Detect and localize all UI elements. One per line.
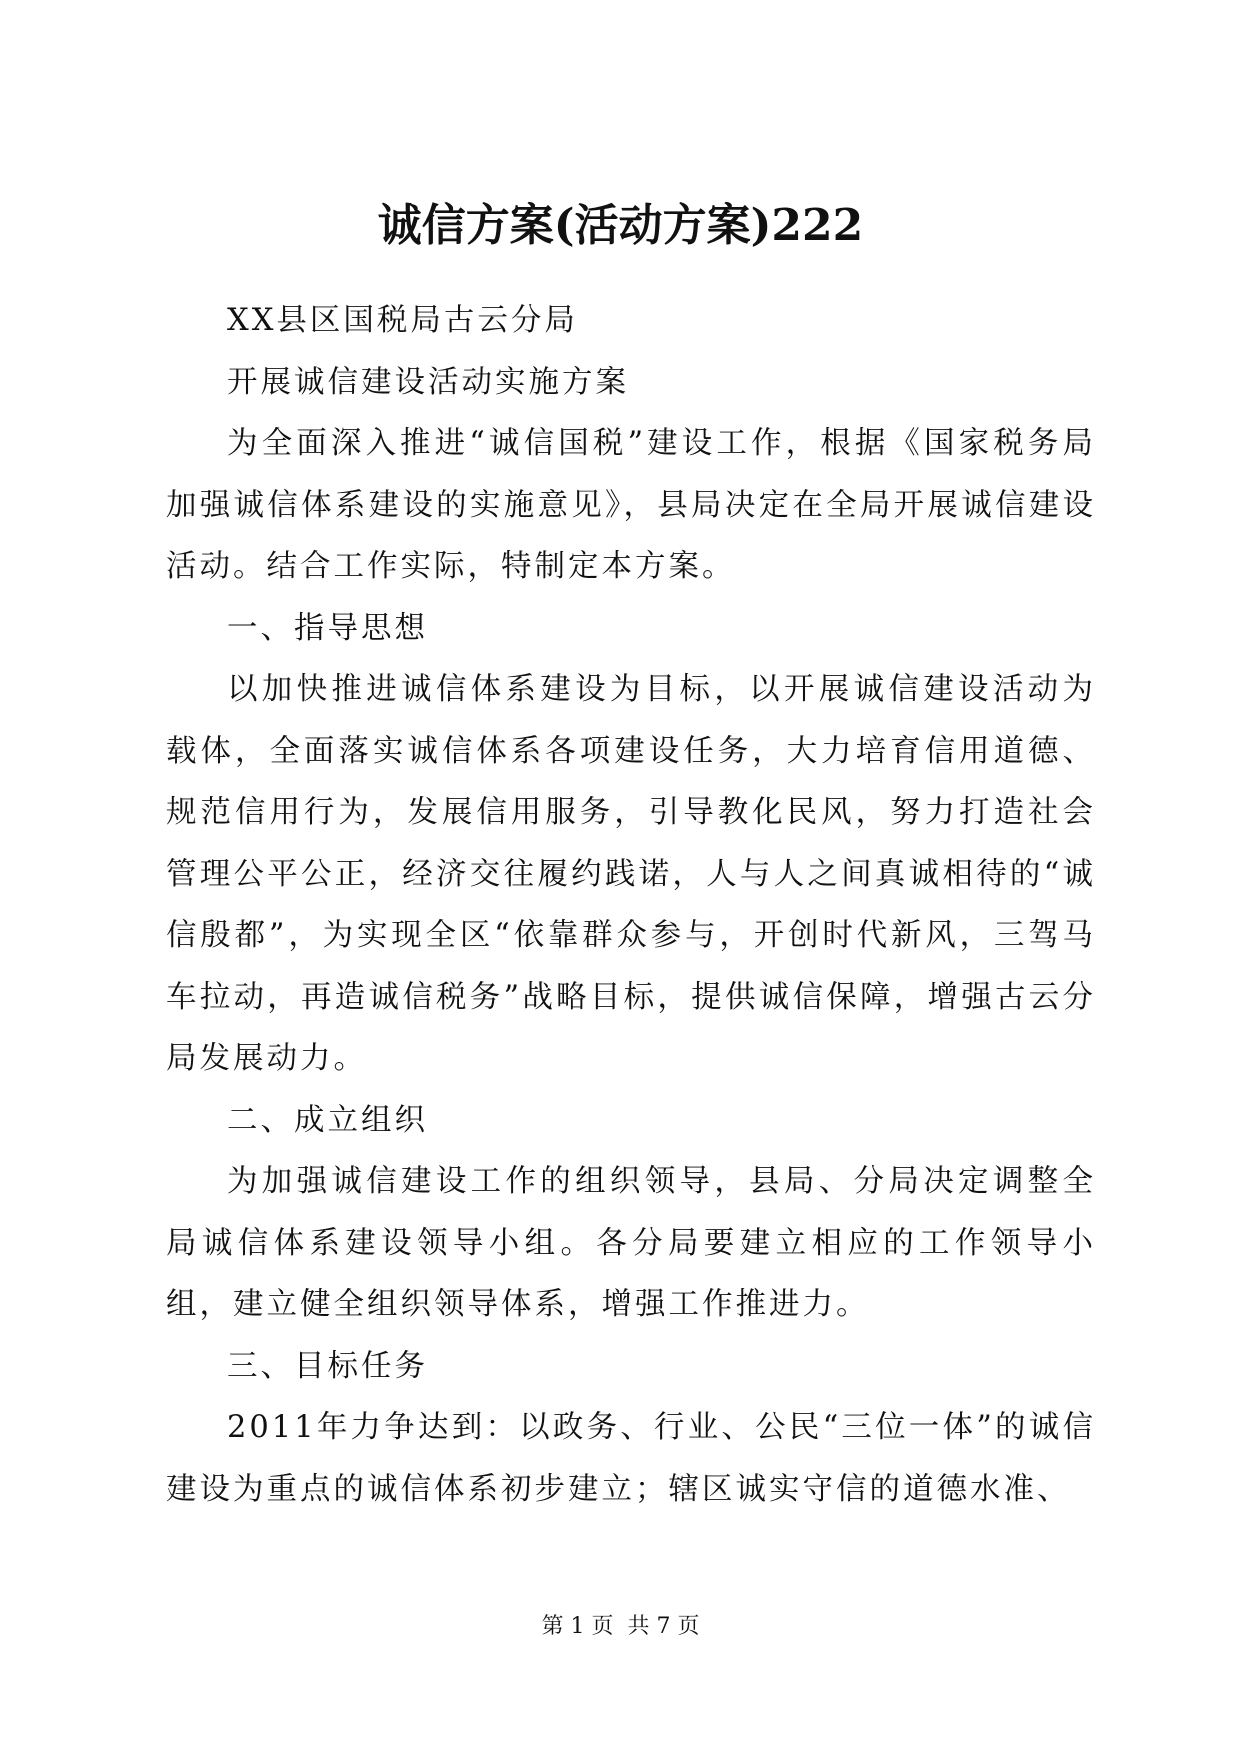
paragraph-intro: 为全面深入推进“诚信国税”建设工作，根据《国家税务局加强诚信体系建设的实施意见》，县局决定在全局开展诚信建设活动。结合工作实际，特制定本方案。 [166, 426, 1096, 584]
paragraph-plan-name: 开展诚信建设活动实施方案 [227, 364, 629, 400]
document-title: 诚信方案(活动方案)222 [377, 200, 864, 251]
section-heading-3: 三、目标任务 [227, 1348, 428, 1384]
paragraph-guiding-thought: 以加快推进诚信体系建设为目标，以开展诚信建设活动为载体，全面落实诚信体系各项建设任务，大力培育信用道德、规范信用行为，发展信用服务，引导教化民风，努力打造社会管理公平公正，经济交往履约践诺，人与人之间真诚相待的“诚信殷都”，为实现全区“依靠群众参与，开创时代新风，三驾马车拉动，再造诚信税务”战略目标，提供诚信保障，增强古云分局发展动力。 [166, 672, 1096, 1076]
section-heading-1: 一、指导思想 [227, 610, 428, 646]
page-number-label: 第 1 页 共 7 页 [541, 1614, 700, 1639]
document-body [166, 290, 1096, 1520]
page-footer [0, 1612, 1241, 1642]
paragraph-organization: 为加强诚信建设工作的组织领导，县局、分局决定调整全局诚信体系建设领导小组。各分局要建立相应的工作领导小组，建立健全组织领导体系，增强工作推进力。 [166, 1164, 1096, 1322]
paragraph-targets: 2011年力争达到：以政务、行业、公民“三位一体”的诚信建设为重点的诚信体系初步建立；辖区诚实守信的道德水准、 [166, 1410, 1096, 1507]
paragraph-org-name: XX县区国税局古云分局 [227, 303, 578, 338]
section-heading-2: 二、成立组织 [227, 1102, 428, 1138]
